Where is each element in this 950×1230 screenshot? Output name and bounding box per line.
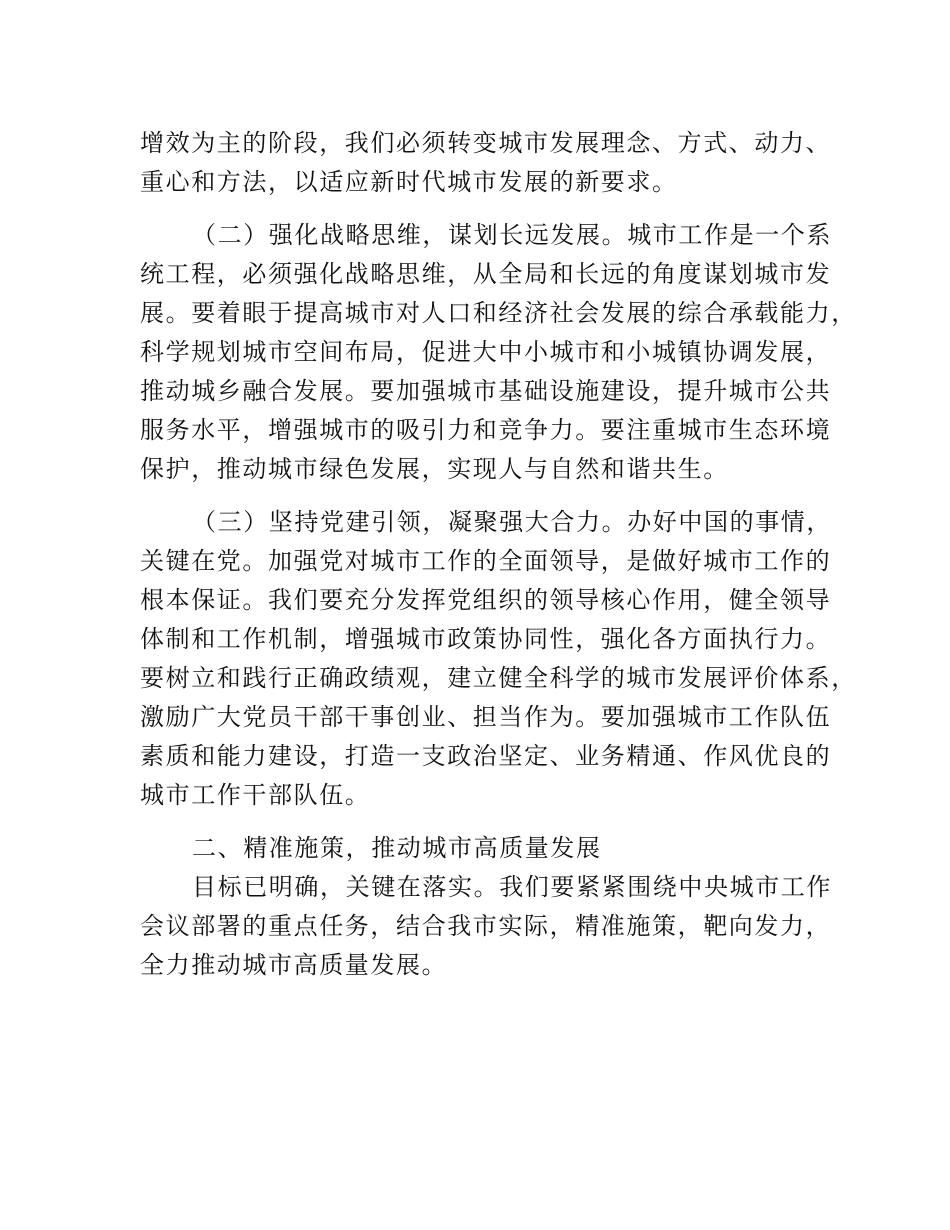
text-line: 城市工作干部队伍。 (140, 781, 371, 809)
text-line: 展。要着眼于提高城市对人口和经济社会发展的综合承载能力， (140, 299, 857, 327)
text-line: 全力推动城市高质量发展。 (140, 951, 448, 979)
text-line: 关键在党。加强党对城市工作的全面领导，是做好城市工作的 (140, 547, 832, 575)
heading-text: 二、精准施策，推动城市高质量发展 (192, 834, 602, 862)
text-line: 会议部署的重点任务，结合我市实际，精准施策，靶向发力， (140, 912, 832, 940)
text-line: 重心和方法，以适应新时代城市发展的新要求。 (140, 168, 678, 196)
text-line: 要树立和践行正确政绩观，建立健全科学的城市发展评价体系， (140, 664, 857, 692)
text-line: （二）强化战略思维，谋划长远发展。城市工作是一个系 (192, 221, 832, 249)
text-line: 根本保证。我们要充分发挥党组织的领导核心作用，健全领导 (140, 586, 832, 614)
text-line: 推动城乡融合发展。要加强城市基础设施建设，提升城市公共 (140, 377, 832, 405)
text-line: 服务水平，增强城市的吸引力和竞争力。要注重城市生态环境 (140, 416, 832, 444)
text-line: （三）坚持党建引领，凝聚强大合力。办好中国的事情， (192, 508, 832, 536)
text-line: 素质和能力建设，打造一支政治坚定、业务精通、作风优良的 (140, 742, 832, 770)
text-line: 目标已明确，关键在落实。我们要紧紧围绕中央城市工作 (192, 873, 832, 901)
text-line: 体制和工作机制，增强城市政策协同性，强化各方面执行力。 (140, 625, 832, 653)
text-line: 激励广大党员干部干事创业、担当作为。要加强城市工作队伍 (140, 703, 832, 731)
text-line: 统工程，必须强化战略思维，从全局和长远的角度谋划城市发 (140, 260, 832, 288)
text-line: 科学规划城市空间布局，促进大中小城市和小城镇协调发展， (140, 338, 832, 366)
text-line: 保护，推动城市绿色发展，实现人与自然和谐共生。 (140, 455, 729, 483)
text-line: 增效为主的阶段，我们必须转变城市发展理念、方式、动力、 (140, 129, 832, 157)
